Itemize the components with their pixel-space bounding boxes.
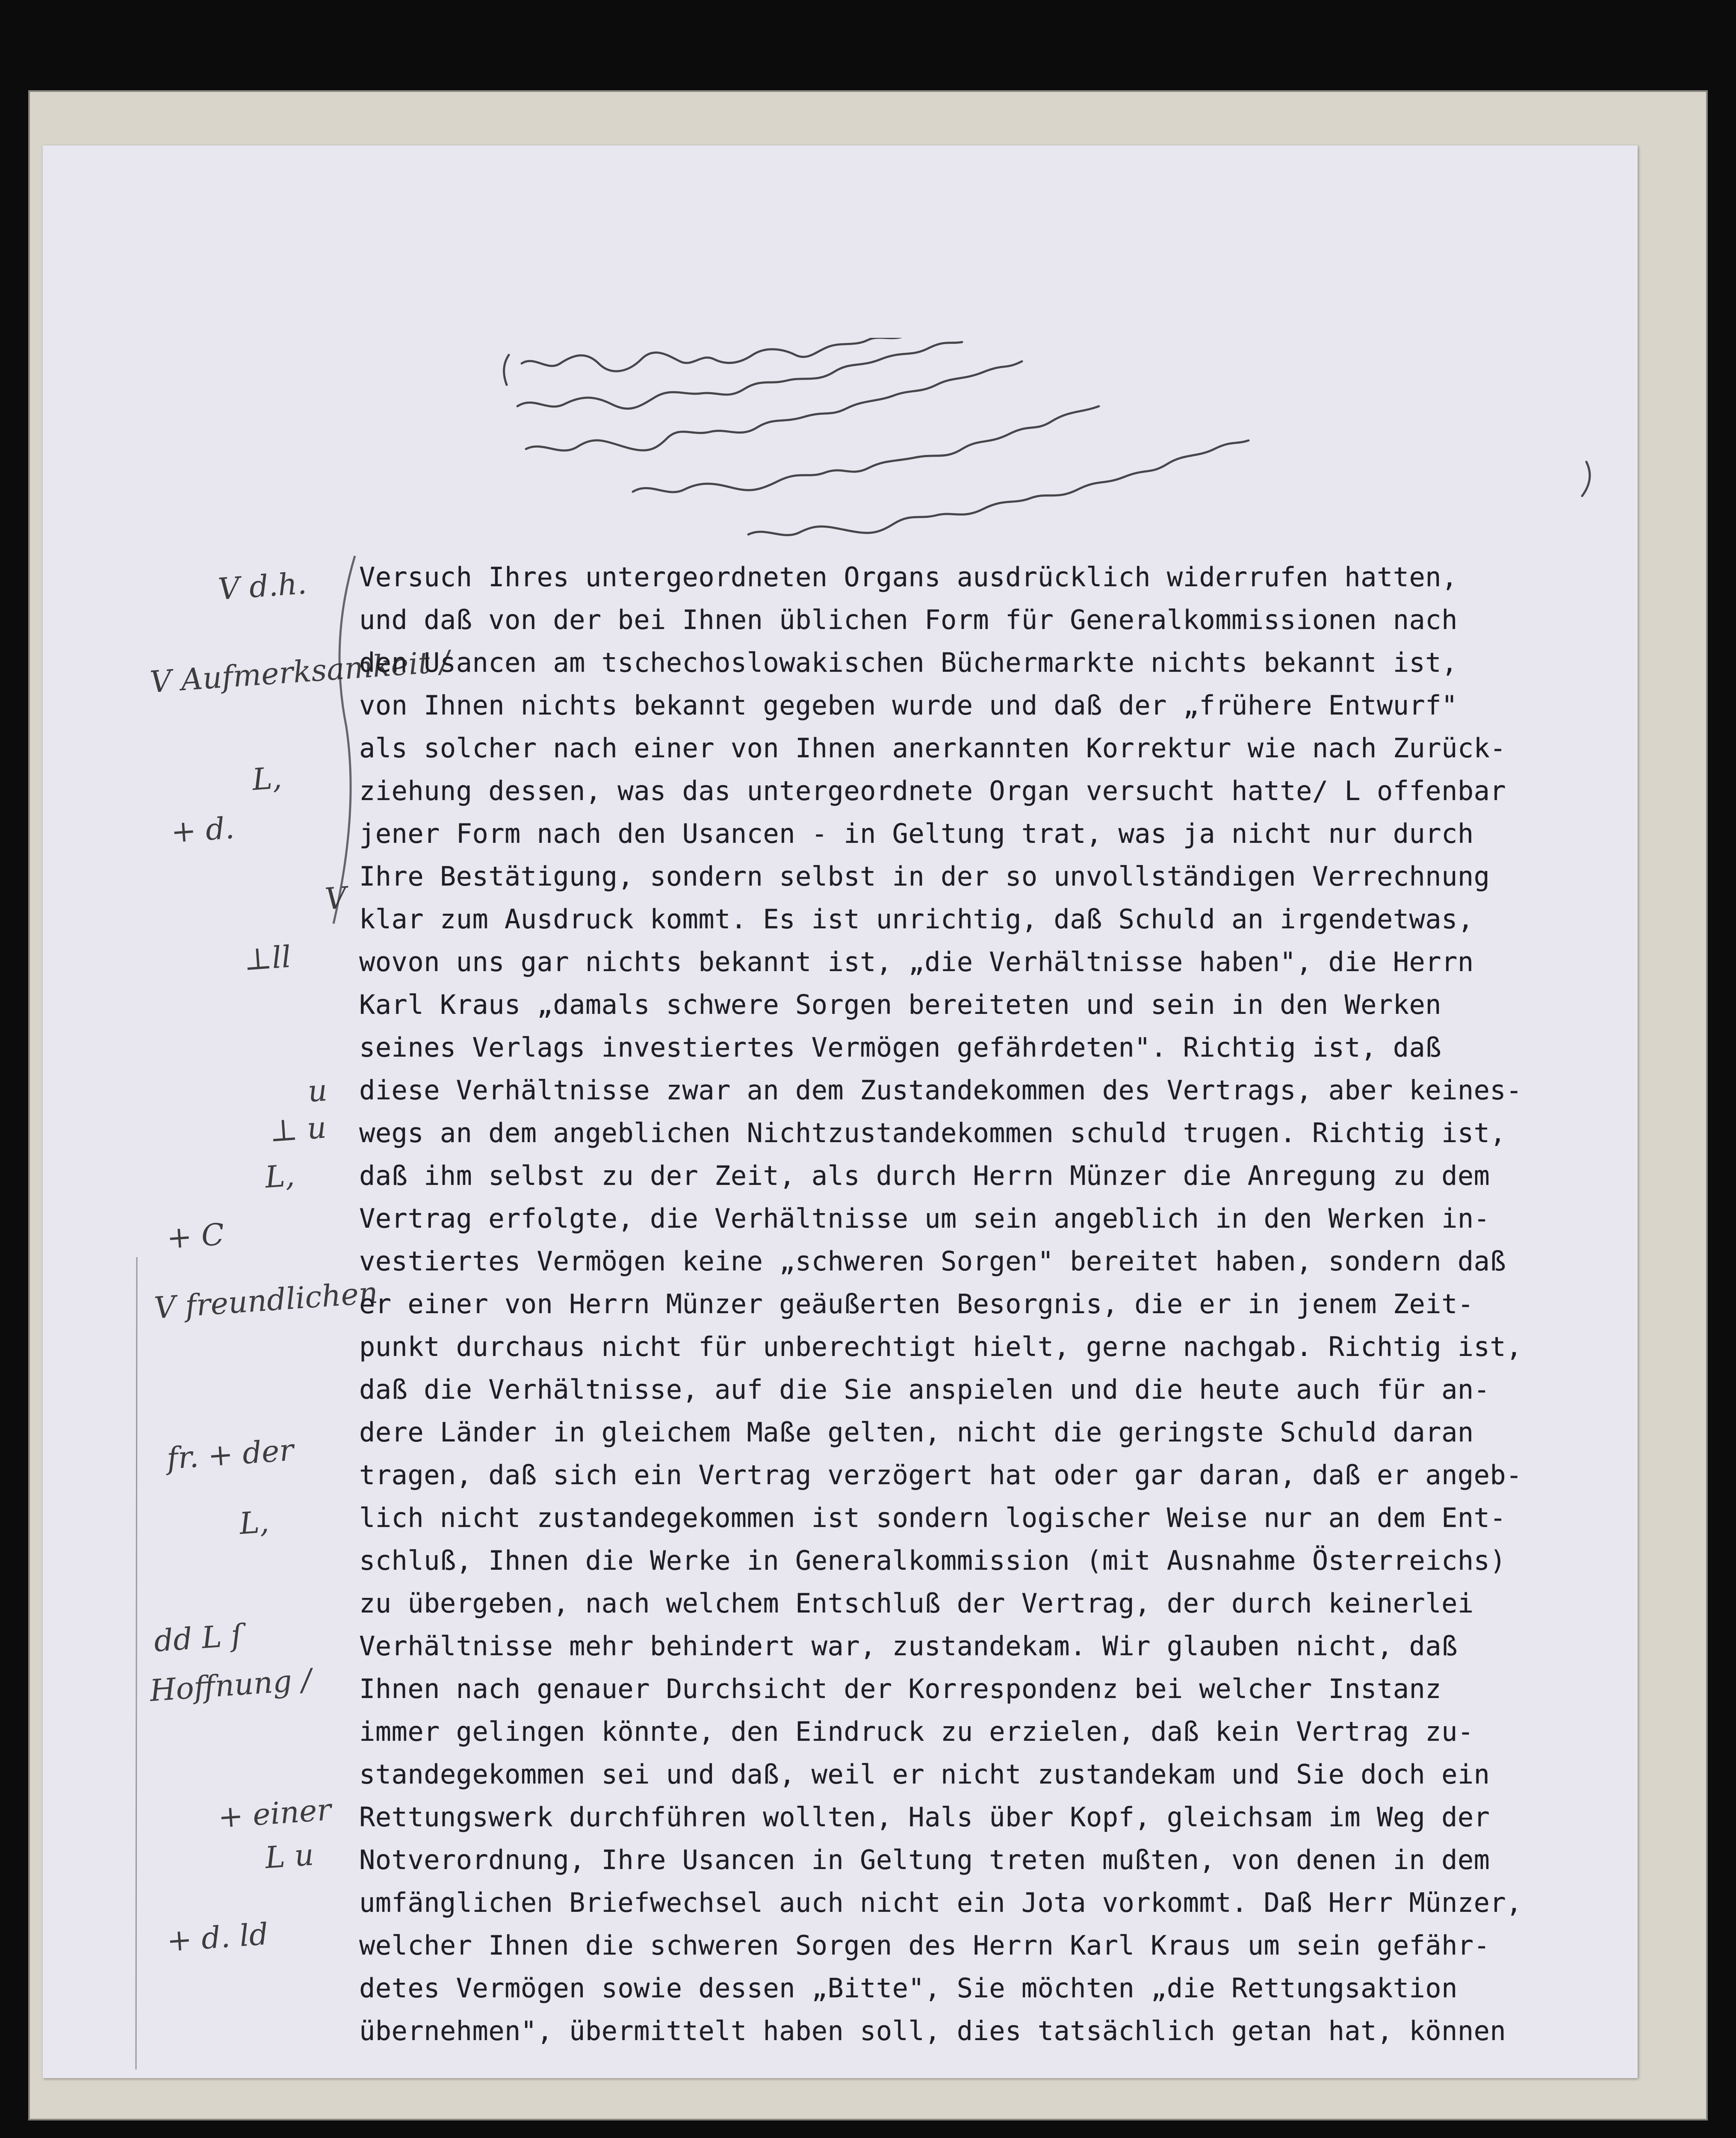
typed-line: klar zum Ausdruck kommt. Es ist unrichtig, daß Schuld an irgendetwas, xyxy=(359,904,1474,935)
typed-line: immer gelingen könnte, den Eindruck zu erzielen, daß kein Vertrag zu- xyxy=(359,1716,1474,1747)
typed-line: Ihre Bestätigung, sondern selbst in der so unvollständigen Verrechnung xyxy=(359,861,1490,892)
margin-note: V d.h. xyxy=(217,565,308,607)
typed-line: Notverordnung, Ihre Usancen in Geltung treten mußten, von denen in dem xyxy=(359,1844,1490,1875)
typed-line: übernehmen", übermittelt haben soll, dies tatsächlich getan hat, können xyxy=(359,2015,1506,2046)
margin-note: V Aufmerksamkeit / xyxy=(148,644,451,700)
typed-line: er einer von Herrn Münzer geäußerten Besorgnis, die er in jenem Zeit- xyxy=(359,1288,1474,1320)
typed-line: jener Form nach den Usancen - in Geltung trat, was ja nicht nur durch xyxy=(359,818,1474,849)
typed-body xyxy=(359,556,1625,2052)
margin-note: dd L ſ xyxy=(153,1617,244,1659)
typed-line: Ihnen nach genauer Durchsicht der Korrespondenz bei welcher Instanz xyxy=(359,1673,1442,1704)
typed-line: detes Vermögen sowie dessen „Bitte", Sie möchten „die Rettungsaktion xyxy=(359,1973,1458,2004)
typed-line: umfänglichen Briefwechsel auch nicht ein Jota vorkommt. Daß Herr Münzer, xyxy=(359,1887,1522,1918)
margin-note: + d. xyxy=(170,810,236,850)
typed-line: Vertrag erfolgte, die Verhältnisse um sein angeblich in den Werken in- xyxy=(359,1203,1490,1234)
typed-line: Verhältnisse mehr behindert war, zustandekam. Wir glauben nicht, daß xyxy=(359,1630,1458,1662)
document-page xyxy=(43,145,1638,2078)
typed-line: tragen, daß sich ein Vertrag verzögert hat oder gar daran, daß er angeb- xyxy=(359,1459,1522,1491)
margin-note: L, xyxy=(238,1504,270,1541)
typed-line: und daß von der bei Ihnen üblichen Form für Generalkommissionen nach xyxy=(359,604,1458,635)
margin-note: V freundlichen xyxy=(153,1275,379,1326)
margin-note: ⊥ u xyxy=(268,1110,328,1149)
typed-line: standegekommen sei und daß, weil er nicht zustandekam und Sie doch ein xyxy=(359,1759,1490,1790)
typed-line: schluß, Ihnen die Werke in Generalkommission (mit Ausnahme Österreichs) xyxy=(359,1545,1506,1576)
margin-note: L, xyxy=(264,1158,296,1195)
typed-line: punkt durchaus nicht für unberechtigt hielt, gerne nachgab. Richtig ist, xyxy=(359,1331,1522,1362)
typed-line: wovon uns gar nichts bekannt ist, „die Verhältnisse haben", die Herrn xyxy=(359,946,1474,977)
typed-line: Karl Kraus „damals schwere Sorgen bereiteten und sein in den Werken xyxy=(359,989,1442,1020)
typed-line: diese Verhältnisse zwar an dem Zustandekommen des Vertrags, aber keines- xyxy=(359,1075,1522,1106)
typed-line: welcher Ihnen die schweren Sorgen des Herrn Karl Kraus um sein gefähr- xyxy=(359,1930,1490,1961)
typed-line: vestiertes Vermögen keine „schweren Sorgen" bereitet haben, sondern daß xyxy=(359,1246,1506,1277)
margin-note: V xyxy=(324,880,348,917)
typed-line: daß die Verhältnisse, auf die Sie anspielen und die heute auch für an- xyxy=(359,1374,1490,1405)
margin-note: fr. + der xyxy=(165,1432,295,1477)
margin-note: + einer xyxy=(217,1792,333,1835)
typed-line: lich nicht zustandegekommen ist sondern logischer Weise nur an dem Ent- xyxy=(359,1502,1506,1533)
typed-line: daß ihm selbst zu der Zeit, als durch Herrn Münzer die Anregung zu dem xyxy=(359,1160,1490,1191)
typed-line: ziehung dessen, was das untergeordnete Organ versucht hatte/ L offenbar xyxy=(359,775,1506,806)
margin-note: ⊥ll xyxy=(242,939,292,977)
typed-line: Versuch Ihres untergeordneten Organs ausdrücklich widerrufen hatten, xyxy=(359,561,1458,593)
typed-line: wegs an dem angeblichen Nichtzustandekommen schuld trugen. Richtig ist, xyxy=(359,1117,1506,1149)
typed-line: dere Länder in gleichem Maße gelten, nicht die geringste Schuld daran xyxy=(359,1417,1474,1448)
handwritten-annotation xyxy=(492,338,1603,560)
margin-note: u xyxy=(307,1072,328,1109)
margin-note: L, xyxy=(251,760,283,797)
typed-line: den Usancen am tschechoslowakischen Büchermarkte nichts bekannt ist, xyxy=(359,647,1458,678)
margin-note: L u xyxy=(264,1837,315,1875)
margin-note: + C xyxy=(165,1217,226,1256)
margin-notes xyxy=(141,556,451,2138)
typed-line: Rettungswerk durchführen wollten, Hals über Kopf, gleichsam im Weg der xyxy=(359,1801,1490,1833)
margin-note: + d. ld xyxy=(165,1916,269,1959)
typed-line: zu übergeben, nach welchem Entschluß der Vertrag, der durch keinerlei xyxy=(359,1588,1474,1619)
typed-line: seines Verlags investiertes Vermögen gefährdeten". Richtig ist, daß xyxy=(359,1032,1442,1063)
margin-note: Hoffnung / xyxy=(148,1662,313,1709)
typed-line: als solcher nach einer von Ihnen anerkannten Korrektur wie nach Zurück- xyxy=(359,732,1506,764)
typed-line: von Ihnen nichts bekannt gegeben wurde und daß der „frühere Entwurf" xyxy=(359,690,1458,721)
